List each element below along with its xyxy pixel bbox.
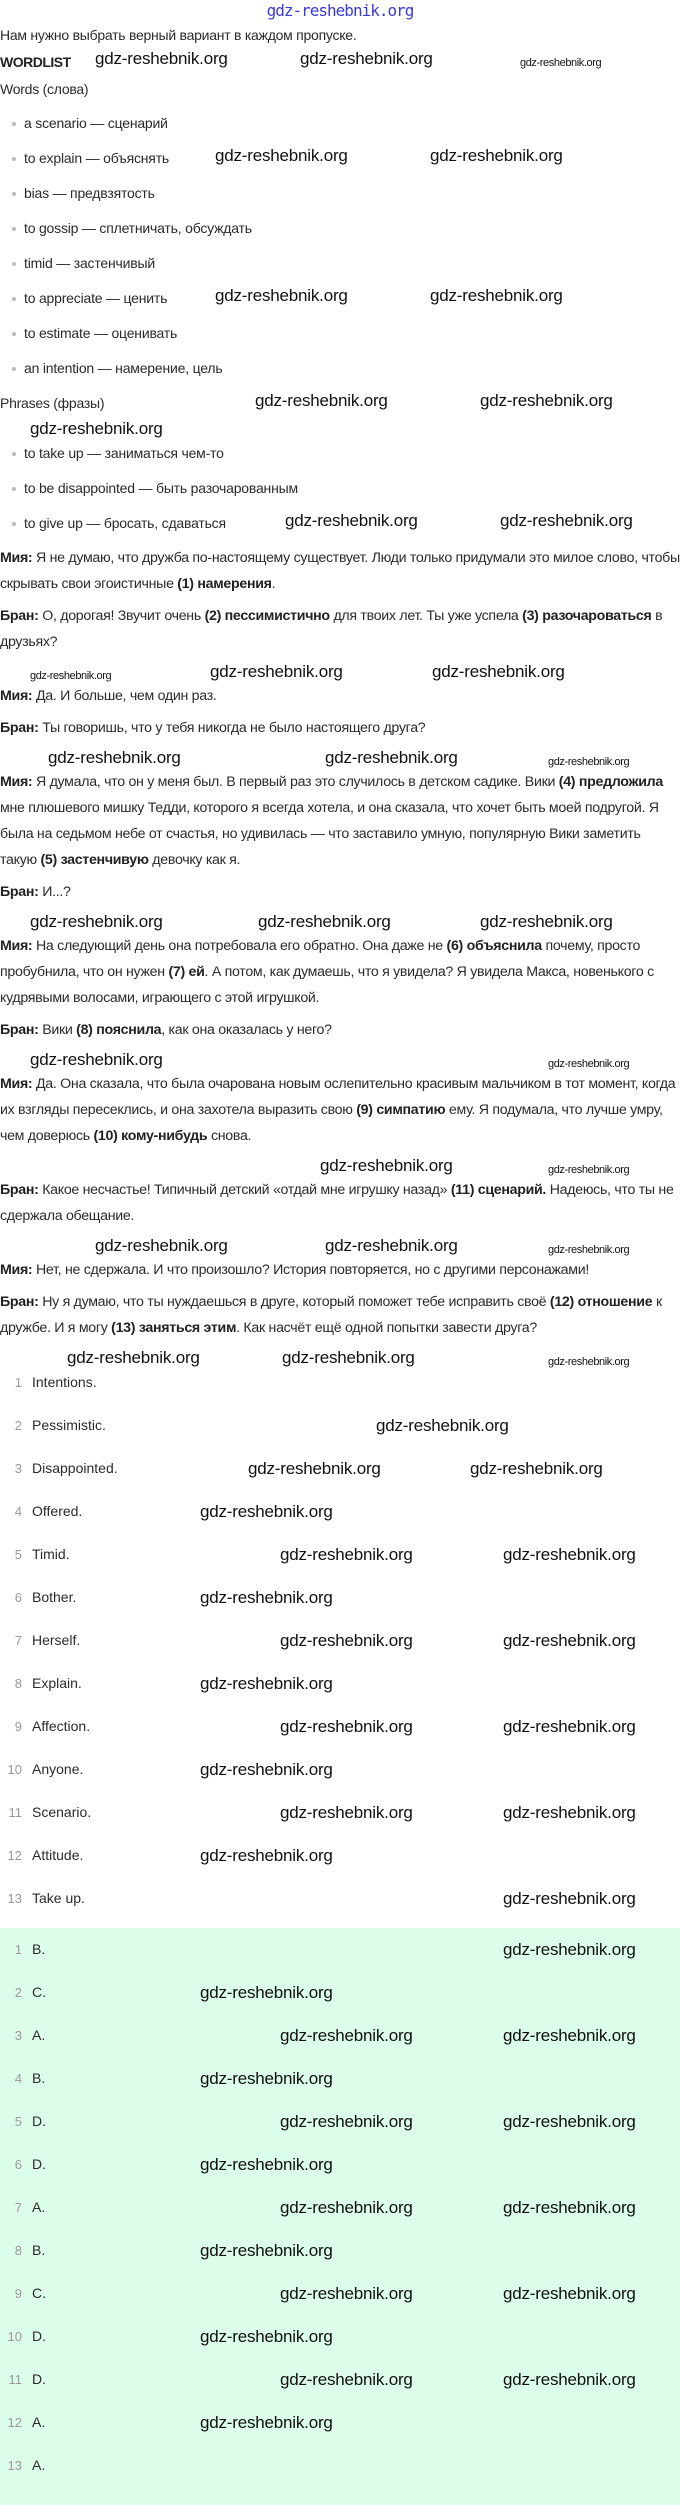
answer-number: 12 xyxy=(7,1848,22,1863)
watermark: gdz-reshebnik.org xyxy=(503,1889,636,1908)
word-text: to gossip — сплетничать, обсуждать xyxy=(24,220,252,236)
watermark: gdz-reshebnik.org xyxy=(503,2026,636,2045)
speaker-name: Мия: xyxy=(0,550,33,566)
answer-word-row xyxy=(0,1498,680,1541)
words-heading: Words (слова) xyxy=(0,81,89,97)
answer-letter-row xyxy=(0,2323,680,2366)
answer-number: 13 xyxy=(7,1891,22,1906)
answer-number: 10 xyxy=(7,1762,22,1777)
answer-number: 5 xyxy=(14,1547,22,1562)
speaker-name: Мия: xyxy=(0,688,33,704)
watermark: gdz-reshebnik.org xyxy=(200,2155,333,2174)
watermark: gdz-reshebnik.org xyxy=(258,912,391,931)
answer-word-row xyxy=(0,1670,680,1713)
answer-highlight: (12) отношение xyxy=(549,1294,653,1310)
answer-number: 2 xyxy=(14,1985,22,2000)
watermark: gdz-reshebnik.org xyxy=(200,2241,333,2260)
watermark: gdz-reshebnik.org xyxy=(280,2370,413,2389)
answer-word-row xyxy=(0,1455,680,1498)
answer-highlight: (13) заняться этим xyxy=(111,1320,237,1336)
watermark: gdz-reshebnik.org xyxy=(95,49,228,68)
dialogue-text: Какое несчастье! Типичный детский «отдай мне игрушку назад» xyxy=(38,1182,451,1198)
watermark-row xyxy=(0,661,680,683)
speaker-name: Мия: xyxy=(0,1262,33,1278)
answer-letter-row xyxy=(0,2194,680,2237)
answer-text: Explain. xyxy=(32,1675,82,1691)
answer-text: B. xyxy=(32,2242,46,2258)
answer-number: 1 xyxy=(14,1942,22,1957)
answer-number: 13 xyxy=(7,2458,22,2473)
answer-text: D. xyxy=(32,2328,46,2344)
word-text: an intention — намерение, цель xyxy=(24,360,223,376)
watermark: gdz-reshebnik.org xyxy=(376,1416,509,1435)
speaker-name: Бран: xyxy=(0,1294,39,1310)
dialogue-text: для твоих лет. Ты уже успела xyxy=(329,608,523,624)
dialogue-text: ему. Я подумала, что лучше умру, чем доверюсь xyxy=(0,1102,663,1144)
dialogue-text: Да. И больше, чем один раз. xyxy=(32,688,217,704)
watermark: gdz-reshebnik.org xyxy=(520,57,602,69)
answer-text: Herself. xyxy=(32,1632,81,1648)
watermark: gdz-reshebnik.org xyxy=(430,286,563,305)
answer-number: 7 xyxy=(14,1633,22,1648)
watermark: gdz-reshebnik.org xyxy=(200,2327,333,2346)
dialogue-text: . Как насчёт ещё одной попытки завести друга? xyxy=(236,1320,537,1336)
dialogue-text: Я не думаю, что дружба по-настоящему существует. Люди только придумали это милое слово, чтобы скрывать свои эгоистичные xyxy=(0,550,680,592)
watermark-row xyxy=(0,418,680,440)
watermark: gdz-reshebnik.org xyxy=(280,2026,413,2045)
answer-number: 1 xyxy=(14,1375,22,1390)
answer-text: A. xyxy=(32,2457,46,2473)
watermark: gdz-reshebnik.org xyxy=(280,1717,413,1736)
answer-number: 3 xyxy=(14,2028,22,2043)
watermark: gdz-reshebnik.org xyxy=(548,1164,630,1176)
dialogue-text: к дружбе. И я могу xyxy=(0,1294,662,1336)
watermark-row xyxy=(0,911,680,933)
dialogue-text: Вики xyxy=(38,1022,77,1038)
phrase-text: to give up — бросать, сдаваться xyxy=(24,515,226,531)
answer-number: 5 xyxy=(14,2114,22,2129)
dialogue-text: Ты говоришь, что у тебя никогда не было настоящего друга? xyxy=(38,720,426,736)
word-text: timid — застенчивый xyxy=(24,255,155,271)
answer-word-row xyxy=(0,1799,680,1842)
answer-word-row xyxy=(0,1885,680,1928)
word-text: to explain — объяснять xyxy=(24,150,169,166)
word-item xyxy=(0,180,680,215)
watermark: gdz-reshebnik.org xyxy=(480,912,613,931)
watermark: gdz-reshebnik.org xyxy=(548,1356,630,1368)
watermark: gdz-reshebnik.org xyxy=(30,912,163,931)
watermark: gdz-reshebnik.org xyxy=(280,1803,413,1822)
answer-text: Disappointed. xyxy=(32,1460,118,1476)
watermark: gdz-reshebnik.org xyxy=(500,511,633,530)
watermark: gdz-reshebnik.org xyxy=(470,1459,603,1478)
task-intro: Нам нужно выбрать верный вариант в каждом пропуске. xyxy=(0,27,357,43)
answers-words xyxy=(0,1369,680,1928)
answer-text: C. xyxy=(32,1984,46,2000)
watermark: gdz-reshebnik.org xyxy=(280,2112,413,2131)
answer-word-row xyxy=(0,1369,680,1412)
watermark: gdz-reshebnik.org xyxy=(210,662,343,681)
watermark: gdz-reshebnik.org xyxy=(200,1588,333,1607)
dialogue-text: , как она оказалась у него? xyxy=(161,1022,332,1038)
dialogue-line xyxy=(0,1257,680,1283)
watermark: gdz-reshebnik.org xyxy=(30,670,112,682)
watermark: gdz-reshebnik.org xyxy=(503,2284,636,2303)
watermark-row xyxy=(0,1155,680,1177)
watermark: gdz-reshebnik.org xyxy=(280,2284,413,2303)
watermark: gdz-reshebnik.org xyxy=(503,1631,636,1650)
answer-text: Offered. xyxy=(32,1503,83,1519)
phrases-heading-row xyxy=(0,390,680,418)
dialogue-line xyxy=(0,769,680,873)
watermark: gdz-reshebnik.org xyxy=(280,1631,413,1650)
answer-text: D. xyxy=(32,2371,46,2387)
watermark: gdz-reshebnik.org xyxy=(215,146,348,165)
answer-letter-row xyxy=(0,2409,680,2452)
answer-highlight: (6) объяснила xyxy=(446,938,542,954)
watermark: gdz-reshebnik.org xyxy=(248,1459,381,1478)
answer-letter-row xyxy=(0,2108,680,2151)
phrase-text: to be disappointed — быть разочарованным xyxy=(24,480,298,496)
watermark: gdz-reshebnik.org xyxy=(200,2069,333,2088)
dialogue-line xyxy=(0,1017,680,1043)
answer-number: 6 xyxy=(14,2157,22,2172)
watermark: gdz-reshebnik.org xyxy=(200,1983,333,2002)
dialogue-text: Да. Она сказала, что была очарована новым ослепительно красивым мальчиком в тот момент, когда их взгляды пересеклись, и она захотела выразить свою xyxy=(0,1076,676,1118)
watermark-row xyxy=(0,747,680,769)
watermark: gdz-reshebnik.org xyxy=(280,1545,413,1564)
answer-letter-row xyxy=(0,2065,680,2108)
watermark: gdz-reshebnik.org xyxy=(67,1348,200,1367)
watermark: gdz-reshebnik.org xyxy=(95,1236,228,1255)
speaker-name: Бран: xyxy=(0,608,39,624)
words-list xyxy=(0,110,680,390)
answer-text: Take up. xyxy=(32,1890,85,1906)
word-text: a scenario — сценарий xyxy=(24,115,168,131)
phrase-item xyxy=(0,440,680,475)
watermark: gdz-reshebnik.org xyxy=(200,1502,333,1521)
answer-text: D. xyxy=(32,2156,46,2172)
answer-letter-row xyxy=(0,2151,680,2194)
dialogue-line xyxy=(0,603,680,655)
watermark: gdz-reshebnik.org xyxy=(503,1717,636,1736)
watermark: gdz-reshebnik.org xyxy=(280,2198,413,2217)
watermark: gdz-reshebnik.org xyxy=(300,49,433,68)
watermark: gdz-reshebnik.org xyxy=(30,1050,163,1069)
dialogue-text: мне плюшевого мишку Тедди, которого я всегда хотела, и она сказала, что хочет быть моей подругой. Я была на седьмом небе от счастья, но удивилась — что заставило умную, популярную Вики заметить такую xyxy=(0,800,659,868)
dialogue xyxy=(0,545,680,1369)
dialogue-line xyxy=(0,545,680,597)
speaker-name: Бран: xyxy=(0,1182,39,1198)
word-item xyxy=(0,285,680,320)
word-item xyxy=(0,110,680,145)
answer-number: 4 xyxy=(14,1504,22,1519)
answer-highlight: (10) кому-нибудь xyxy=(93,1128,208,1144)
answer-text: Anyone. xyxy=(32,1761,84,1777)
answer-highlight: (3) разочароваться xyxy=(522,608,652,624)
phrases-list xyxy=(0,440,680,545)
answer-highlight: (1) намерения xyxy=(177,576,272,592)
watermark: gdz-reshebnik.org xyxy=(503,1940,636,1959)
watermark: gdz-reshebnik.org xyxy=(503,1545,636,1564)
dialogue-text: . А потом, как думаешь, что я увидела? Я увидела Макса, новенького с кудрявыми волосами, играющего с этой игрушкой. xyxy=(0,964,654,1006)
dialogue-text: И...? xyxy=(38,884,71,900)
answer-number: 2 xyxy=(14,1418,22,1433)
watermark: gdz-reshebnik.org xyxy=(200,1674,333,1693)
dialogue-text: в друзьях? xyxy=(0,608,663,650)
answer-text: Scenario. xyxy=(32,1804,92,1820)
watermark: gdz-reshebnik.org xyxy=(200,2413,333,2432)
answer-highlight: (8) пояснила xyxy=(76,1022,162,1038)
answer-text: D. xyxy=(32,2113,46,2129)
watermark: gdz-reshebnik.org xyxy=(480,391,613,410)
dialogue-line xyxy=(0,715,680,741)
watermark: gdz-reshebnik.org xyxy=(430,146,563,165)
word-item xyxy=(0,215,680,250)
phrase-item xyxy=(0,510,680,545)
answer-letter-row xyxy=(0,2237,680,2280)
dialogue-text: Я думала, что он у меня был. В первый раз это случилось в детском садике. Вики xyxy=(32,774,559,790)
answer-text: Affection. xyxy=(32,1718,91,1734)
speaker-name: Бран: xyxy=(0,1022,39,1038)
answer-highlight: (5) застенчивую xyxy=(40,852,149,868)
dialogue-text: Ну я думаю, что ты нуждаешься в друге, который поможет тебе исправить своё xyxy=(38,1294,550,1310)
watermark: gdz-reshebnik.org xyxy=(325,748,458,767)
answer-word-row xyxy=(0,1584,680,1627)
dialogue-line xyxy=(0,933,680,1011)
watermark: gdz-reshebnik.org xyxy=(282,1348,415,1367)
phrase-text: to take up — заниматься чем-то xyxy=(24,445,224,461)
word-text: to estimate — оценивать xyxy=(24,325,178,341)
watermark: gdz-reshebnik.org xyxy=(432,662,565,681)
answer-word-row xyxy=(0,1412,680,1455)
answer-letter-row xyxy=(0,1936,680,1979)
answer-letter-row xyxy=(0,1979,680,2022)
answer-word-row xyxy=(0,1756,680,1799)
answer-number: 9 xyxy=(14,1719,22,1734)
wordlist-title: WORDLIST xyxy=(0,54,71,70)
watermark: gdz-reshebnik.org xyxy=(255,391,388,410)
answer-number: 8 xyxy=(14,2243,22,2258)
dialogue-text: О, дорогая! Звучит очень xyxy=(38,608,205,624)
dialogue-text: Нет, не сдержала. И что произошло? История повторяется, но с другими персонажами! xyxy=(32,1262,589,1278)
watermark-row xyxy=(0,1235,680,1257)
answer-text: Pessimistic. xyxy=(32,1417,106,1433)
word-item xyxy=(0,145,680,180)
speaker-name: Бран: xyxy=(0,720,39,736)
answer-letter-row xyxy=(0,2366,680,2409)
answer-highlight: (7) ей xyxy=(168,964,205,980)
answer-number: 10 xyxy=(7,2329,22,2344)
answer-text: Timid. xyxy=(32,1546,70,1562)
dialogue-line xyxy=(0,1177,680,1229)
answer-number: 7 xyxy=(14,2200,22,2215)
dialogue-line xyxy=(0,683,680,709)
phrase-item xyxy=(0,475,680,510)
word-text: bias — предвзятость xyxy=(24,185,155,201)
dialogue-text: снова. xyxy=(207,1128,252,1144)
watermark: gdz-reshebnik.org xyxy=(285,511,418,530)
answer-word-row xyxy=(0,1713,680,1756)
watermark: gdz-reshebnik.org xyxy=(325,1236,458,1255)
answer-number: 4 xyxy=(14,2071,22,2086)
watermark: gdz-reshebnik.org xyxy=(548,1244,630,1256)
watermark: gdz-reshebnik.org xyxy=(503,1803,636,1822)
watermark: gdz-reshebnik.org xyxy=(320,1156,453,1175)
word-item xyxy=(0,355,680,390)
answers-letters-panel xyxy=(0,1928,680,2505)
watermark: gdz-reshebnik.org xyxy=(503,2112,636,2131)
watermark: gdz-reshebnik.org xyxy=(215,286,348,305)
wordlist-row xyxy=(0,48,680,76)
answer-text: Bother. xyxy=(32,1589,77,1605)
speaker-name: Мия: xyxy=(0,1076,33,1092)
answer-text: B. xyxy=(32,1941,46,1957)
speaker-name: Мия: xyxy=(0,774,33,790)
dialogue-line xyxy=(0,1071,680,1149)
dialogue-text: девочку как я. xyxy=(148,852,241,868)
dialogue-text: Надеюсь, что ты не сдержала обещание. xyxy=(0,1182,674,1224)
answer-number: 9 xyxy=(14,2286,22,2301)
watermark: gdz-reshebnik.org xyxy=(503,2370,636,2389)
speaker-name: Мия: xyxy=(0,938,33,954)
phrases-heading: Phrases (фразы) xyxy=(0,395,105,411)
answer-number: 3 xyxy=(14,1461,22,1476)
answer-highlight: (2) пессимистично xyxy=(204,608,330,624)
answer-text: Intentions. xyxy=(32,1374,97,1390)
watermark: gdz-reshebnik.org xyxy=(30,419,163,438)
dialogue-text: На следующий день она потребовала его обратно. Она даже не xyxy=(32,938,447,954)
answer-word-row xyxy=(0,1541,680,1584)
answer-number: 12 xyxy=(7,2415,22,2430)
answer-text: Attitude. xyxy=(32,1847,84,1863)
answer-highlight: (11) сценарий. xyxy=(450,1182,547,1198)
site-logo[interactable]: gdz-reshebnik.org xyxy=(266,1,414,20)
answer-word-row xyxy=(0,1842,680,1885)
answer-text: A. xyxy=(32,2414,46,2430)
answer-text: C. xyxy=(32,2285,46,2301)
answer-text: B. xyxy=(32,2070,46,2086)
answer-text: A. xyxy=(32,2199,46,2215)
watermark: gdz-reshebnik.org xyxy=(548,756,630,768)
word-item xyxy=(0,250,680,285)
dialogue-line xyxy=(0,879,680,905)
watermark: gdz-reshebnik.org xyxy=(200,1760,333,1779)
answer-letter-row xyxy=(0,2452,680,2495)
answer-highlight: (4) предложила xyxy=(558,774,663,790)
word-item xyxy=(0,320,680,355)
answer-number: 8 xyxy=(14,1676,22,1691)
watermark: gdz-reshebnik.org xyxy=(200,1846,333,1865)
watermark: gdz-reshebnik.org xyxy=(548,1058,630,1070)
dialogue-line xyxy=(0,1289,680,1341)
speaker-name: Бран: xyxy=(0,884,39,900)
answer-word-row xyxy=(0,1627,680,1670)
watermark-row xyxy=(0,1347,680,1369)
dialogue-text: почему, просто пробубнила, что он нужен xyxy=(0,938,641,980)
watermark: gdz-reshebnik.org xyxy=(503,2198,636,2217)
answer-number: 6 xyxy=(14,1590,22,1605)
word-text: to appreciate — ценить xyxy=(24,290,168,306)
dialogue-text: . xyxy=(271,576,276,592)
answer-number: 11 xyxy=(8,2372,22,2387)
answer-text: A. xyxy=(32,2027,46,2043)
answer-letter-row xyxy=(0,2022,680,2065)
answer-number: 11 xyxy=(8,1805,22,1820)
answer-highlight: (9) симпатию xyxy=(356,1102,446,1118)
watermark-row xyxy=(0,1049,680,1071)
answer-letter-row xyxy=(0,2280,680,2323)
watermark: gdz-reshebnik.org xyxy=(48,748,181,767)
